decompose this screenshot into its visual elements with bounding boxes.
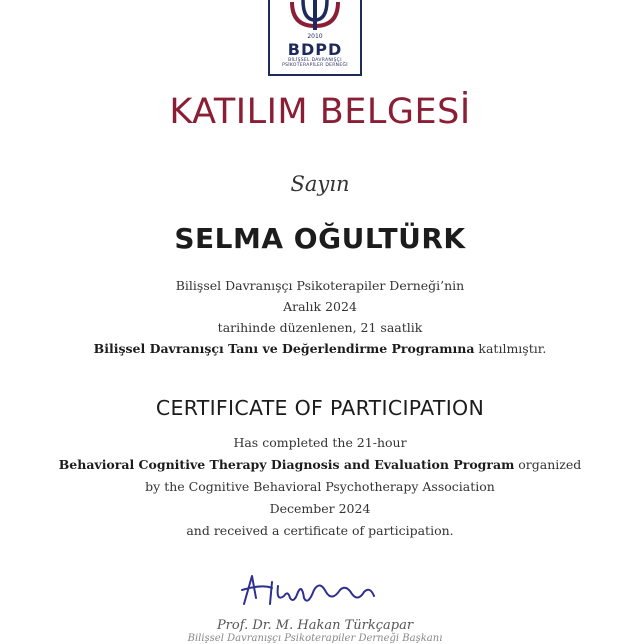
handwritten-signature-icon: [232, 568, 402, 612]
tr-line-4: [0, 338, 640, 359]
logo-name: BDPD: [287, 40, 343, 59]
tr-line-3: tarihinde düzenlenen, 21 saatlik: [217, 320, 423, 335]
association-logo: [268, 0, 362, 76]
en-line-2: [0, 454, 640, 476]
certificate-title-en: CERTIFICATE OF PARTICIPATION: [155, 396, 485, 420]
en-line-5: and received a certificate of participation.: [186, 523, 454, 538]
logo-subtitle-line2: PSİKOTERAPİLER DERNEĞİ: [282, 63, 348, 68]
signer-name: Prof. Dr. M. Hakan Türkçapar: [216, 618, 414, 633]
en-line-4: December 2024: [269, 501, 371, 516]
en-program-name: Behavioral Cognitive Therapy Diagnosis and Evaluation Program: [58, 457, 515, 472]
certificate-title-tr: KATILIM BELGESİ: [169, 92, 471, 132]
psi-emblem-icon: [270, 0, 360, 36]
tr-line-1: Bilişsel Davranışçı Psikoterapiler Derneği’nin: [175, 278, 465, 293]
en-program-suffix: organized: [514, 457, 582, 472]
signer-role: Bilişsel Davranışçı Psikoterapiler Derneği Başkanı: [187, 633, 443, 644]
en-line-1: Has completed the 21-hour: [233, 435, 407, 450]
tr-program-name: Bilişsel Davranışçı Tanı ve Değerlendirme Programına: [93, 341, 475, 356]
tr-line-2: Aralık 2024: [283, 299, 357, 314]
salutation: Sayın: [290, 172, 350, 196]
logo-subtitle-line1: BİLİŞSEL DAVRANIŞÇI: [288, 58, 342, 63]
tr-suffix: katılmıştır.: [474, 341, 547, 356]
en-line-3: by the Cognitive Behavioral Psychotherapy Association: [145, 479, 495, 494]
logo-year: 2010: [307, 33, 323, 40]
recipient-name: SELMA OĞULTÜRK: [174, 222, 466, 255]
turkish-body: [0, 275, 640, 359]
english-body: [0, 432, 640, 542]
signature: [232, 568, 402, 616]
